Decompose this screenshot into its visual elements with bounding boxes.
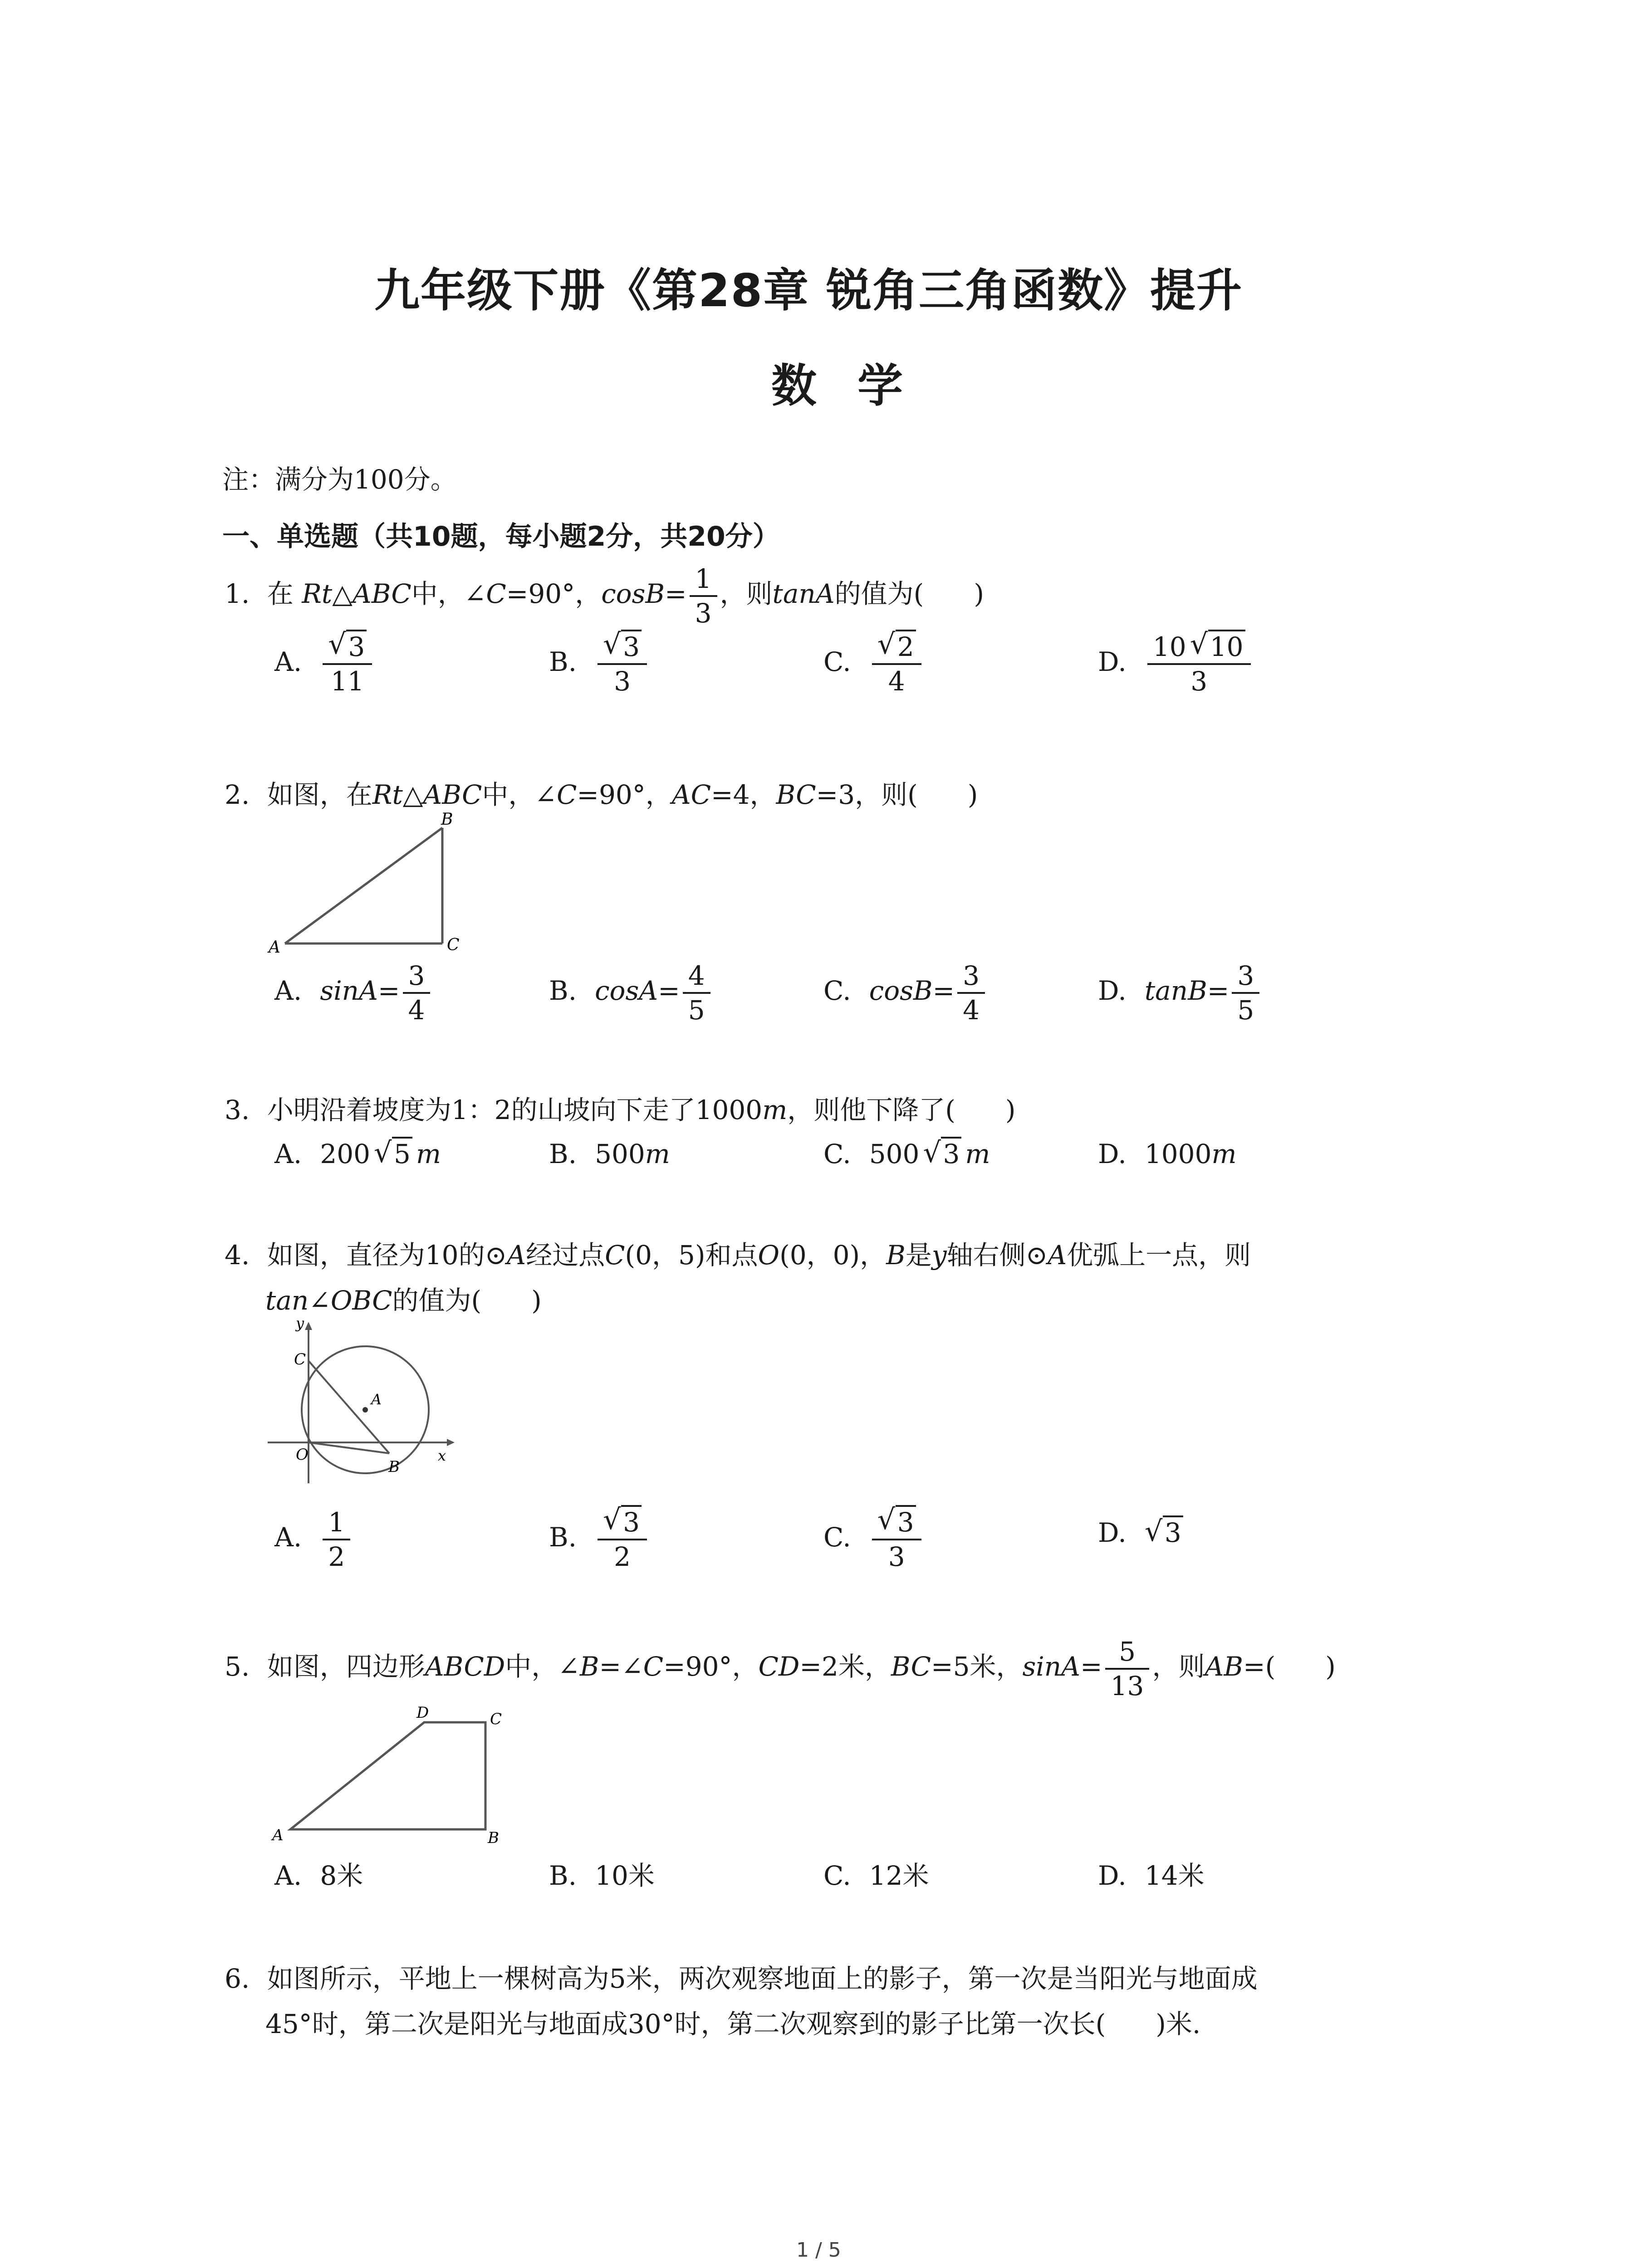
q1-fraction-num: 1 — [690, 562, 717, 597]
q5-option-b[interactable]: B. 10米 — [549, 1860, 655, 1891]
q3-close: ) — [1005, 1095, 1016, 1125]
option-label: D. — [1098, 975, 1127, 1007]
q6-line1: 如图所示，平地上一棵树高为5米，两次观察地面上的影子，第一次是当阳光与地面成 — [267, 1963, 1258, 1994]
q2-text: 如图，在 — [267, 779, 372, 810]
q2-bc: BC — [776, 779, 816, 810]
q1-tanA: tanA — [772, 578, 835, 610]
option-fn: cosB — [869, 975, 933, 1007]
q5-quadrilateral-figure — [263, 1699, 517, 1848]
q2-ac: AC — [671, 779, 711, 810]
option-label: C. — [823, 975, 851, 1007]
q5-text8: =( — [1243, 1651, 1276, 1682]
q2-option-b[interactable]: B. cosA= $\frac{4}{5}$ — [549, 959, 713, 1026]
q2-option-c[interactable]: C. cosB= $\frac{3}{4}$ — [823, 959, 988, 1026]
option-fraction: $\frac{3}{4}$ — [403, 959, 431, 1026]
page-title: 九年级下册《第28章 锐角三角函数》提升 — [374, 264, 1243, 317]
question-number: 3. — [225, 1095, 250, 1125]
option-label: A. — [274, 646, 302, 678]
q5-text2: 中，∠ — [505, 1651, 580, 1682]
q1-tri: △ — [332, 578, 353, 610]
unit: m — [1211, 1139, 1237, 1169]
q2-c: C — [556, 779, 577, 810]
option-fn: tanB — [1144, 975, 1207, 1007]
option-label: A. — [274, 1522, 302, 1553]
q6-line2b: )米. — [1156, 2009, 1201, 2039]
q4-text3: (0，5)和点 — [625, 1240, 758, 1271]
q5-text4: =90°， — [663, 1651, 759, 1682]
quadrilateral-abcd — [290, 1722, 485, 1829]
question-6-line2 — [265, 2000, 1200, 2048]
option-label: B. — [549, 975, 577, 1007]
q1-cosB: cosB — [601, 578, 665, 610]
vertex-label-a: A — [269, 938, 280, 957]
q2-text3: =90°， — [577, 779, 672, 810]
q4-option-c[interactable] — [823, 1506, 924, 1573]
q4-circle-figure — [263, 1315, 458, 1488]
q4-a: A — [507, 1240, 526, 1271]
q5-fraction-num: 5 — [1105, 1635, 1150, 1670]
q5-option-d[interactable]: D. 14米 — [1098, 1860, 1205, 1891]
q5-text5: =2米， — [799, 1651, 891, 1682]
question-4 — [225, 1232, 1251, 1279]
q5-c: C — [643, 1651, 664, 1682]
q1-text5: 的值为( — [834, 578, 924, 610]
option-fraction: √ $\frac{3}{3}$ — [598, 631, 647, 698]
score-note: 注：满分为100分。 — [222, 464, 457, 495]
q4-tan-obc: tan∠OBC — [265, 1285, 392, 1316]
y-axis-arrow — [305, 1322, 312, 1330]
option-label: A. — [274, 1139, 302, 1169]
sqrt-symbol: √ 5 — [374, 1139, 412, 1169]
q1-text: 在 — [267, 578, 294, 610]
q5-text6: =5米， — [931, 1651, 1023, 1682]
q1-rt: Rt — [302, 578, 333, 610]
q1-option-d[interactable] — [1098, 631, 1254, 698]
q3-option-d[interactable]: D. 1000m — [1098, 1139, 1237, 1169]
q4-text6: 轴右侧⊙ — [946, 1240, 1048, 1271]
option-fn: sinA — [320, 975, 378, 1007]
q2-option-d[interactable]: D. tanB= $\frac{3}{5}$ — [1098, 959, 1262, 1026]
q2-option-a[interactable]: A. sinA= $\frac{3}{4}$ — [274, 959, 433, 1026]
q5-eq: = — [1080, 1651, 1102, 1682]
option-label: A. — [274, 975, 302, 1007]
unit: m — [416, 1139, 441, 1169]
sqrt-symbol: √ 2 — [877, 631, 916, 663]
q1-text4: ，则 — [720, 578, 773, 610]
q4-close: ) — [531, 1285, 542, 1316]
option-fraction: $\frac{3}{5}$ — [1232, 959, 1259, 1026]
sqrt-symbol: √ 10 — [1190, 631, 1245, 663]
option-fn: cosA — [595, 975, 658, 1007]
q4-text2: 经过点 — [526, 1240, 605, 1271]
sqrt-symbol: √ 3 — [603, 1506, 642, 1539]
vertex-label-b: B — [441, 812, 453, 829]
q2-text2: 中，∠ — [482, 779, 557, 810]
q3-option-b[interactable]: B. 500m — [549, 1139, 670, 1169]
option-label: B. — [549, 1139, 577, 1169]
vertex-label-a: A — [272, 1826, 284, 1844]
option-label: C. — [823, 1139, 851, 1169]
q1-text2: 中，∠ — [411, 578, 486, 610]
q3-option-c[interactable]: C. 500√ 3 m — [823, 1139, 990, 1169]
q3-m: m — [762, 1095, 788, 1125]
q3-text: 小明沿着坡度为1：2的山坡向下走了1000 — [267, 1095, 763, 1125]
option-fraction: $\frac{4}{5}$ — [683, 959, 710, 1026]
q5-text7: ，则 — [1152, 1651, 1205, 1682]
option-label: B. — [549, 1522, 577, 1553]
q4-text: 如图，直径为10的⊙ — [267, 1240, 507, 1271]
q5-ab: AB — [1205, 1651, 1243, 1682]
option-fraction: √ $\frac{3}{11}$ — [323, 631, 372, 698]
question-number: 1. — [225, 578, 250, 610]
q5-cd: CD — [758, 1651, 800, 1682]
question-number: 5. — [225, 1651, 250, 1682]
sqrt-symbol: √ 3 — [877, 1506, 916, 1539]
q5-text: 如图，四边形 — [267, 1651, 425, 1682]
q4-c: C — [605, 1240, 625, 1271]
question-3 — [225, 1086, 1015, 1134]
question-1 — [225, 562, 984, 630]
sqrt-symbol: √ 3 — [328, 631, 367, 663]
q2-text4: =4， — [711, 779, 776, 810]
q2-close: ) — [967, 779, 978, 810]
option-fraction: $\frac{1}{2}$ — [323, 1506, 350, 1573]
q4-a2: A — [1048, 1240, 1067, 1271]
q1-abc: ABC — [352, 578, 411, 610]
vertex-label-c: C — [490, 1710, 502, 1728]
q2-triangle-figure — [263, 812, 481, 962]
q5-close: ) — [1325, 1651, 1336, 1682]
q4-text8: 的值为( — [392, 1285, 482, 1316]
q3-option-a[interactable]: A. 200√ 5 m — [274, 1139, 441, 1169]
q4-y: y — [931, 1240, 947, 1271]
axis-label-y: y — [296, 1315, 304, 1332]
q4-option-a[interactable] — [274, 1506, 353, 1573]
vertex-label-d: D — [416, 1704, 429, 1722]
question-2 — [225, 771, 978, 818]
question-6 — [225, 1955, 1258, 2002]
option-fraction: √ $\frac{3}{2}$ — [598, 1506, 647, 1573]
q1-eq: = — [665, 578, 687, 610]
point-label-b: B — [388, 1458, 400, 1476]
q4-b: B — [886, 1240, 906, 1271]
option-fraction: √ $\frac{2}{4}$ — [872, 631, 921, 698]
point-label-c: C — [294, 1350, 306, 1369]
point-label-o: O — [296, 1446, 309, 1464]
page-subtitle: 数学 — [771, 359, 944, 412]
sqrt-symbol: √ 3 — [603, 631, 642, 663]
q5-fraction — [1105, 1635, 1150, 1702]
triangle-side-ab — [285, 828, 442, 943]
option-label: D. — [1098, 1517, 1127, 1548]
segment-ob — [309, 1442, 389, 1453]
q5-option-a[interactable]: A. 8米 — [274, 1860, 363, 1891]
option-label: B. — [549, 646, 577, 678]
option-fraction: $\frac{10√ 10}{3}$ — [1147, 631, 1251, 698]
option-label: D. — [1098, 1139, 1127, 1169]
sqrt-symbol: √ 3 — [923, 1139, 961, 1169]
unit: m — [645, 1139, 670, 1169]
q5-fraction-den: 13 — [1110, 1671, 1144, 1701]
q1-option-b[interactable] — [549, 631, 650, 698]
option-label: B. — [549, 1860, 577, 1891]
q2-text5: =3，则( — [816, 779, 918, 810]
q1-c: C — [486, 578, 506, 610]
option-label: A. — [274, 1860, 302, 1891]
q4-text7: 优弧上一点，则 — [1067, 1240, 1251, 1271]
option-label: D. — [1098, 1860, 1127, 1891]
vertex-label-c: C — [447, 936, 460, 954]
q3-text2: ，则他下降了( — [787, 1095, 955, 1125]
question-number: 6. — [225, 1963, 250, 1994]
q1-option-c[interactable] — [823, 631, 924, 698]
q5-bc: BC — [891, 1651, 931, 1682]
question-number: 2. — [225, 779, 250, 810]
sqrt-symbol: √ 3 — [1145, 1517, 1183, 1548]
option-label: C. — [823, 1860, 851, 1891]
q1-close: ) — [974, 578, 984, 610]
page-number: 1 / 5 — [796, 2239, 841, 2262]
q5-b: B — [579, 1651, 599, 1682]
vertex-label-b: B — [488, 1829, 499, 1847]
center-point — [362, 1407, 368, 1413]
question-number: 4. — [225, 1240, 250, 1271]
q4-text5: 是 — [905, 1240, 932, 1271]
q5-text3: =∠ — [599, 1651, 643, 1682]
option-fraction: $\frac{3}{4}$ — [957, 959, 985, 1026]
q1-fraction-den: 3 — [695, 598, 712, 629]
option-label: C. — [823, 1522, 851, 1553]
q4-option-d[interactable] — [1098, 1517, 1183, 1548]
q4-option-b[interactable] — [549, 1506, 650, 1573]
q1-fraction — [690, 562, 717, 630]
option-label: C. — [823, 646, 851, 678]
q1-text3: =90°， — [506, 578, 602, 610]
question-5 — [225, 1635, 1336, 1702]
q4-o: O — [758, 1240, 780, 1271]
q6-line2a: 45°时，第二次是阳光与地面成30°时，第二次观察到的影子比第一次长( — [265, 2009, 1106, 2039]
q4-text4: (0，0)， — [779, 1240, 887, 1271]
option-fraction: √ $\frac{3}{3}$ — [872, 1506, 921, 1573]
section-title: 一、单选题（共10题，每小题2分，共20分） — [222, 521, 780, 552]
q1-option-a[interactable] — [274, 631, 375, 698]
unit: m — [965, 1139, 990, 1169]
x-axis-arrow — [447, 1439, 455, 1446]
point-label-a: A — [371, 1391, 382, 1408]
q2-rtabc: Rt△ABC — [372, 779, 482, 810]
q5-sinA: sinA — [1022, 1651, 1081, 1682]
option-label: D. — [1098, 646, 1127, 678]
q5-option-c[interactable]: C. 12米 — [823, 1860, 929, 1891]
q5-abcd: ABCD — [425, 1651, 505, 1682]
axis-label-x: x — [438, 1447, 446, 1464]
